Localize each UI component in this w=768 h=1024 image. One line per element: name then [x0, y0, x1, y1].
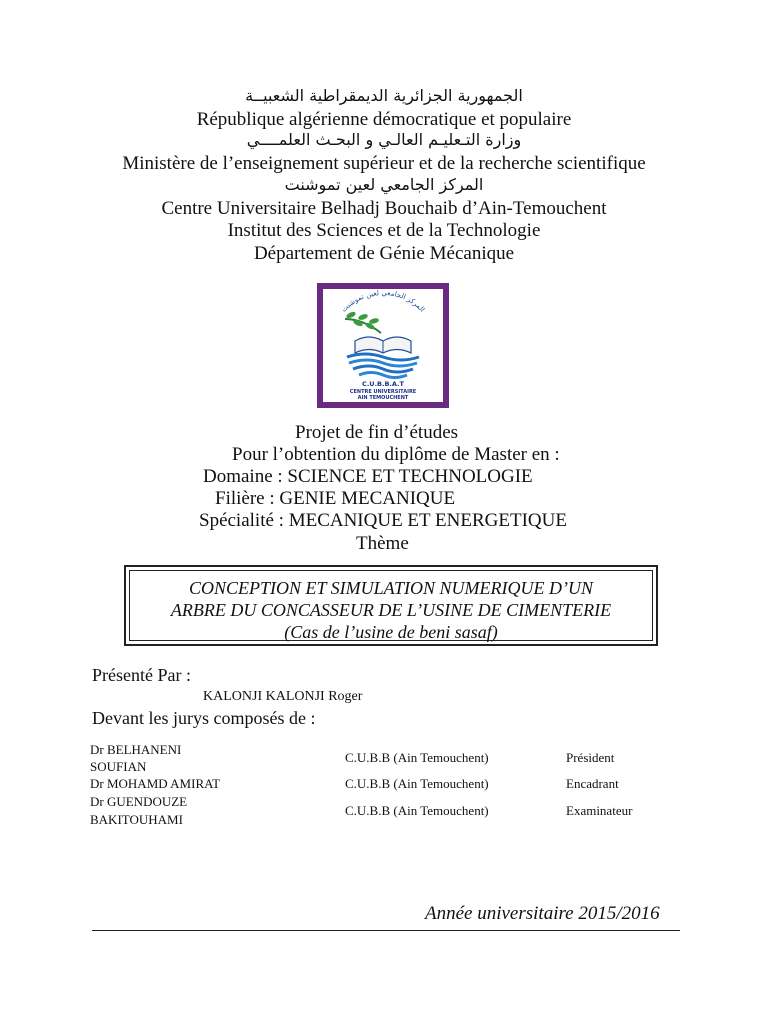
jury-label: Devant les jurys composés de :	[92, 708, 316, 728]
footer-divider	[92, 930, 680, 931]
theme-line1: CONCEPTION ET SIMULATION NUMERIQUE D’UN	[188, 578, 593, 598]
logo-emblem-icon	[323, 289, 443, 402]
academic-year: Année universitaire 2015/2016	[425, 903, 660, 924]
logo-line2: AIN TEMOUCHENT	[357, 395, 409, 401]
theme-line3: (Cas de l’usine de beni sasaf)	[284, 622, 498, 642]
jury-2-role: Encadrant	[566, 776, 619, 791]
project-purpose: Pour l’obtention du diplôme de Master en :	[232, 444, 560, 465]
project-title: Projet de fin d’études	[295, 422, 459, 443]
presenter-label: Présenté Par :	[92, 665, 191, 685]
header-arabic-ministry: وزارة التـعليـم العالـي و البحـث العلمــــي	[246, 130, 522, 149]
header-arabic-republic: الجمهورية الجزائرية الديمقراطية الشعبيــة	[245, 86, 523, 105]
jury-3-name-line1: Dr GUENDOUZE	[90, 794, 188, 809]
jury-1-name-line2: SOUFIAN	[90, 759, 147, 774]
project-domain: Domaine : SCIENCE ET TECHNOLOGIE	[203, 466, 533, 487]
logo-arabic-arc: المركز الجامعي لعين تموشنت	[339, 289, 427, 314]
svg-text:المركز الجامعي لعين تموشنت	[340, 289, 426, 314]
logo-line1: CENTRE UNIVERSITAIRE	[349, 389, 417, 395]
theme-line2: ARBRE DU CONCASSEUR DE L’USINE DE CIMENTERIE	[170, 600, 612, 620]
header-republic: République algérienne démocratique et populaire	[196, 109, 572, 130]
header-department: Département de Génie Mécanique	[253, 243, 515, 264]
project-specialite: Spécialité : MECANIQUE ET ENERGETIQUE	[199, 510, 567, 531]
jury-1-name-line1: Dr BELHANENI	[90, 742, 182, 757]
jury-1-role: Président	[566, 750, 615, 765]
jury-3-role: Examinateur	[566, 803, 633, 818]
jury-3-institution: C.U.B.B (Ain Temouchent)	[345, 803, 489, 818]
presenter-name: KALONJI KALONJI Roger	[203, 689, 363, 704]
jury-3-name-line2: BAKITOUHAMI	[90, 812, 183, 827]
jury-1-institution: C.U.B.B (Ain Temouchent)	[345, 750, 489, 765]
theme-box	[124, 565, 658, 646]
university-logo	[317, 283, 449, 408]
logo-acronym: C.U.B.B.A.T	[362, 380, 404, 388]
theme-label: Thème	[356, 533, 409, 554]
header-arabic-centre: المركز الجامعي لعين تموشنت	[284, 175, 484, 194]
header-ministry: Ministère de l’enseignement supérieur et de la recherche scientifique	[122, 153, 646, 174]
jury-2-name-line1: Dr MOHAMD AMIRAT	[90, 776, 221, 791]
header-institute: Institut des Sciences et de la Technologie	[227, 220, 541, 241]
jury-2-institution: C.U.B.B (Ain Temouchent)	[345, 776, 489, 791]
project-filiere: Filière : GENIE MECANIQUE	[215, 488, 456, 509]
header-centre: Centre Universitaire Belhadj Bouchaib d’Ain-Temouchent	[161, 198, 607, 219]
